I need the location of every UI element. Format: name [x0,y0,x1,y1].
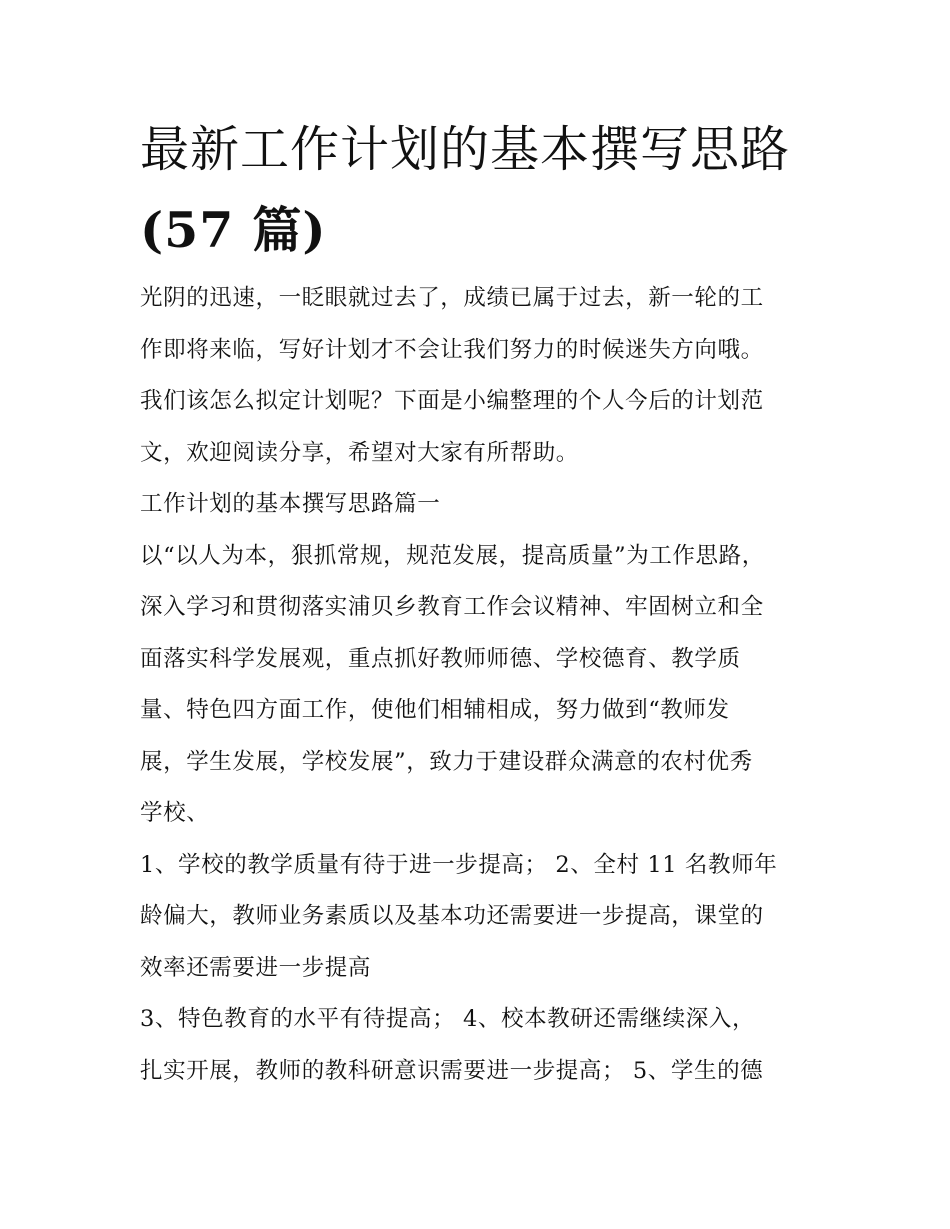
text-line: 以“以人为本，狠抓常规，规范发展，提高质量”为工作思路， [140,542,765,569]
title-line-1: 最新工作计划的基本撰写思路 [140,121,791,178]
text-line: 展，学生发展，学校发展”，致力于建设群众满意的农村优秀 [140,748,753,775]
text-line: 效率还需要进一步提高 [140,954,372,981]
text-line: 学校、 [140,800,210,826]
text-line: 量、特色四方面工作，使他们相辅相成，努力做到“教师发 [140,697,730,723]
text-line: 我们该怎么拟定计划呢？下面是小编整理的个人今后的计划范 [140,388,764,414]
text-line: 作即将来临，写好计划才不会让我们努力的时候迷失方向哦。 [140,336,764,363]
text-line: 光阴的迅速，一眨眼就过去了，成绩已属于过去，新一轮的工 [140,285,764,311]
title-line-2: (57 篇) [140,201,327,259]
text-line: 扎实开展，教师的教科研意识需要进一步提高； 5、学生的德 [140,1057,764,1084]
text-line: 龄偏大，教师业务素质以及基本功还需要进一步提高，课堂的 [140,903,764,929]
text-line: 文，欢迎阅读分享，希望对大家有所帮助。 [140,439,579,466]
text-line: 面落实科学发展观，重点抓好教师师德、学校德育、教学质 [140,645,741,672]
document-body [140,273,820,1097]
text-line: 深入学习和贯彻落实浦贝乡教育工作会议精神、牢固树立和全 [140,594,764,620]
text-line: 1、学校的教学质量有待于进一步提高； 2、全村 11 名教师年 [140,851,778,878]
page-title [140,110,820,271]
section-heading: 工作计划的基本撰写思路篇一 [140,491,441,517]
text-line: 3、特色教育的水平有待提高； 4、校本教研还需继续深入， [140,1006,756,1032]
